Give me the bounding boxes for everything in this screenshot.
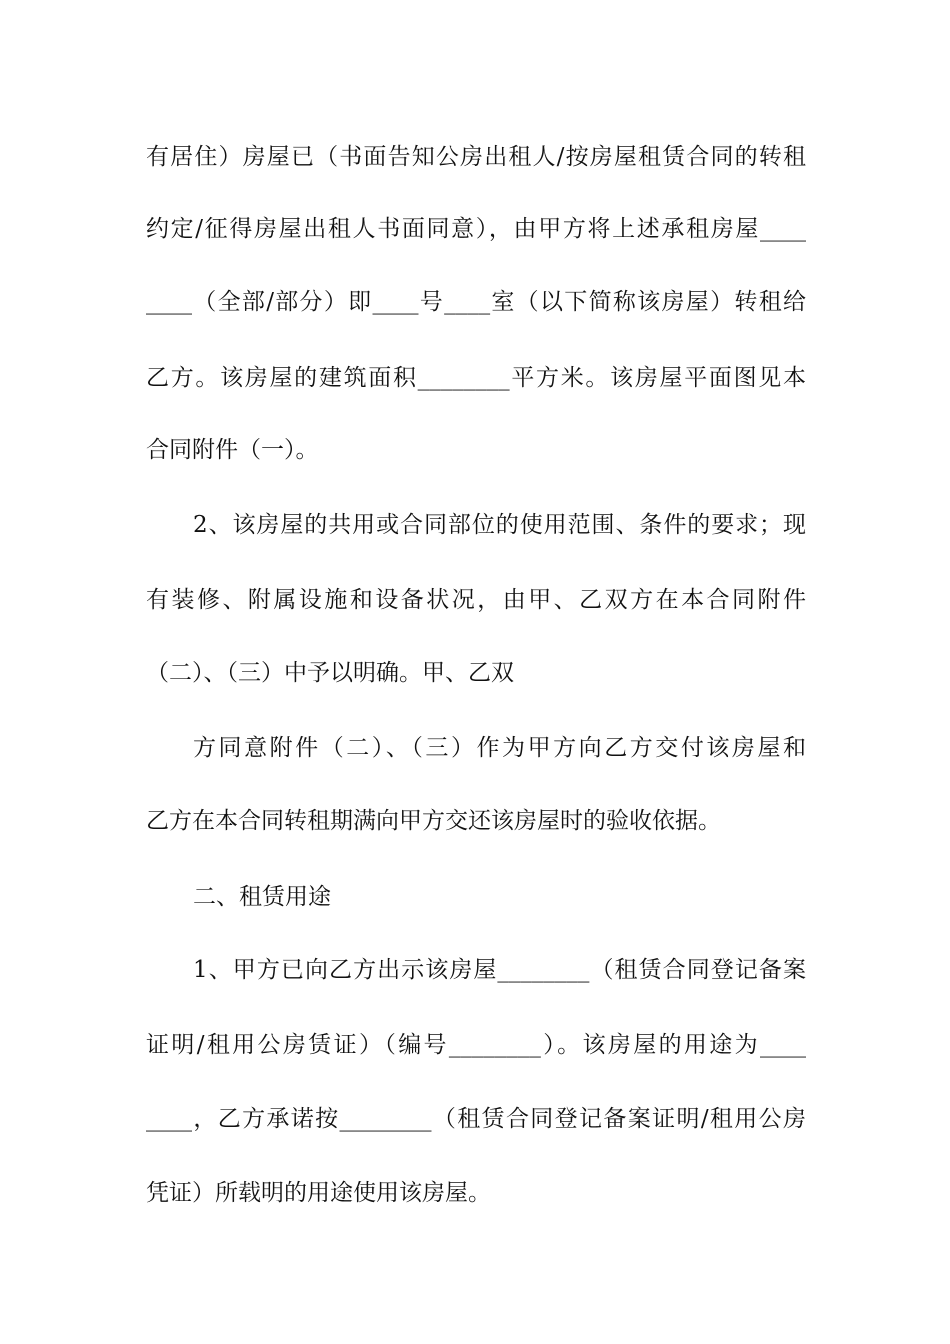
text-line: 有装修、附属设施和设备状况，由甲、乙双方在本合同附件	[146, 587, 806, 613]
text-line: （二）、（三）中予以明确。甲、乙双	[146, 660, 514, 686]
text-line: 约定/征得房屋出租人书面同意），由甲方将上述承租房屋____	[146, 216, 806, 242]
text-line: ____，乙方承诺按________（租赁合同登记备案证明/租用公房	[146, 1106, 806, 1132]
paragraph-start-line: 方同意附件（二）、（三）作为甲方向乙方交付该房屋和	[193, 735, 806, 761]
text-line: 凭证）所载明的用途使用该房屋。	[146, 1180, 491, 1206]
text-line: 乙方在本合同转租期满向甲方交还该房屋时的验收依据。	[146, 808, 721, 834]
text-line: ____（全部/部分）即____号____室（以下简称该房屋）转租给	[146, 289, 806, 315]
section-heading: 二、租赁用途	[193, 884, 331, 910]
text-line: 乙方。该房屋的建筑面积________平方米。该房屋平面图见本	[146, 365, 806, 391]
text-line: 合同附件（一）。	[146, 437, 319, 463]
text-line: 有居住）房屋已（书面告知公房出租人/按房屋租赁合同的转租	[146, 144, 806, 170]
paragraph-start-line: 1、甲方已向乙方出示该房屋________（租赁合同登记备案	[193, 957, 806, 983]
paragraph-start-line: 2、该房屋的共用或合同部位的使用范围、条件的要求；现	[193, 512, 806, 538]
text-line: 证明/租用公房赁证）（编号________）。该房屋的用途为____	[146, 1032, 806, 1058]
